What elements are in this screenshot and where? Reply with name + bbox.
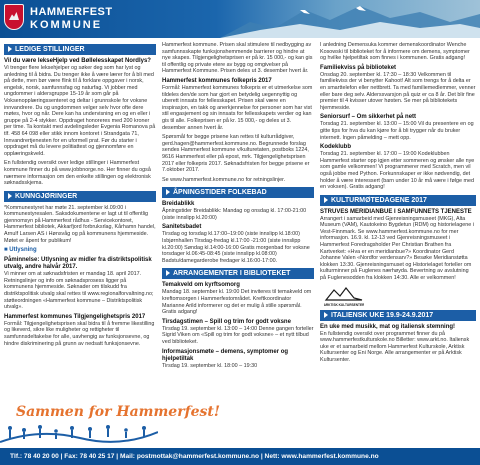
sanitetsbadet-text: Tirsdag og torsdag kl.17:00–19:00 (siste innslipp kl.18:00) Isbjørnhallen Tirsdag-fredag kl.17:00 -21:00 (siste innslipp kl.20:00) Søndag kl.14:00-16:00 Gratis morgenbad for voksne torsdager kl.06:45-08:45 (siste innslipp kl.08:00) Badstu/damegarderobe fredager kl.16:00-17:00.: [162, 231, 310, 264]
kunngjoring-text: *Kommunestyret har møte 21. september kl.09:00 i kommunestyresalen. Saksdokumentene er lagt ut til offentlig gjennomsyn på Hammerfest rådhus - Servicekontoret, Hammerfest bibliotek, Akkarfjord forbruksrlag, Kårhamn handel, Arnulf Larsen AS i Hønsvåg og på kommunens hjemmeside. Møtet er åpent for publikum!: [4, 204, 156, 244]
arrow-icon: [324, 312, 328, 318]
section-italiensk-uke: ITALIENSK UKE 19.9-24.9.2017: [320, 310, 476, 321]
breidablikk-text: Åpningstider Breidablikk: Mandag og onsdag kl. 17:00-21:00 (siste innslipp kl.20:00): [162, 208, 307, 221]
kodeklubb-heading: Kodeklubb: [320, 144, 351, 151]
tirsdagstimen-heading: Tirsdagstimen – Spill og trim for godt voksne: [162, 318, 291, 325]
informasjonsmote-text: Tirsdag 19. september kl. 18:00 – 19:30: [162, 362, 258, 369]
column-right: [320, 42, 476, 364]
tilgjengelighetspris-heading: Hammerfest kommunes Tilgjengelighetspris 2017: [4, 313, 146, 320]
tirsdagstimen-text: Tirsdag 19. september kl. 13:00 – 14:00 Denne gangen forteller Sigrid Viken om «Spill og trim for godt voksne» – et nytt tilbud ved biblioteket.: [162, 325, 314, 345]
italiensk-text: En fullstendig oversikt over programmet finner du på www.hammerfestkulturskole.no Billetter: www.arkt.no. Italiensk uke er et samarbeid mellom Hammerfest Kulturskole, Arktisk Kultursenter og Eni Norge. Alle arrangementer er på Arktisk Kultursenter.: [320, 330, 470, 363]
page-header: [0, 0, 480, 38]
arrow-icon: [324, 197, 328, 203]
column-middle: [162, 42, 314, 369]
paminnelse-text: Vi minner om at søknadsfristen er mandag 18. april 2017. Retningslinjer og info om søknadsprosess ligger på kommunens hjemmeside. Søknader om tilskudd fra distriktspolitisk utvalg skal rettes til www.regionalforvaltning.no; støtteordningen «Hammerfest kommune – Distriktspolitisk utvalg».: [4, 271, 154, 311]
familiekviss-heading: Familiekviss på biblioteket: [320, 64, 397, 71]
arrow-icon: [8, 193, 12, 199]
seniorsurf-text: Torsdag 21. september kl. 13:00 – 15:00 Vil du presentere en og gitte tips for hva du kan kjøre for å bli trygger når du bruker internett. Ingen påmelding – mett opp.: [320, 121, 474, 141]
column-left: [4, 42, 156, 347]
job-text: Vi trenger flere leksehjelper og søker deg som har lyst og anledning til å bidra. Du trenger ikke å være lærer for å bli med på dette, men bør være flink til å forklare oppgaver i norsk, engelsk, norsk, samfunnsfag og naturfag. Vi jobber med ungdommer i aldersgruppe 15-19 år som går på Voksenopplæringssenteret og deltar i grunnskole for voksne innvandrere. Du og ungdommen velger selv hvor ofte dere møtes, hvor og når. Dere kan ha undervisning en og en eller i gruppe på 2-4 stykker. Oppdraget honoreres med 200 kroner per time. Ta kontakt med avdelingsleder Evgenia Romanova på tlf. 458 64 098 eller stikk innom kontoret i Strandgata 71, Innvandrertjenesten for en uformell prat. Før du starter i oppdraget må du levere politiattest og gjennomføre en opplæringskveld.: [4, 65, 156, 157]
tilgjengelighetspris-continued: Hammerfest kommune. Prisen skal stimulere til nedbygging av samfunnsskapte funksjonshemmende barrierer og hindre at nye skapes. Tilgjengelighetsprisen er på kr. 15 000,- og kan gis til offentlig og private etere av bygg og omgivelser på Hammerfest Kommune. Prisen deles ut 3. desember hvert år.: [162, 42, 313, 75]
section-ledige-stillinger: LEDIGE STILLINGER: [4, 44, 156, 55]
section-kunngjoringer: KUNNGJØRINGER: [4, 191, 156, 202]
demens-intro: I anledning Demensuka kommer demenskoordinator Wenche Kosowski til biblioteket for å informere om demens, symptomer og hvilke hjelpetiltak som finnes i kommunen. Gratis adgang!: [320, 42, 470, 62]
sporsmal-text: Spørsmål for begge prisene kan rettes til kulturrådgiver, gerd.hagen@hammerfest.kommune.no. Begrunnede forslag sendes Hammerfest kommune v/kulturetaten, postboks 1224, 9616 Hammerfest eller på epost, mrk. Tilgjengelighetsprisen 2017 eller folkepris 2017. Søknadsfristen for begge prisene er 7.oktober 2017.: [162, 134, 310, 174]
arrow-icon: [166, 189, 170, 195]
breidablikk-heading: Breidablikk: [162, 201, 195, 208]
job-text-more: En fullstendig oversikt over ledige stillinger i Hammerfest kommune finner du på www.jobbnorge.no. Her finner du også nærmere informasjon om den enkelte stillingen og elektronisk søknadsskjema.: [4, 160, 151, 187]
arktisk-kultursenter-logo: [324, 286, 364, 308]
municipality-title: HAMMERFEST: [30, 6, 113, 18]
municipality-subtitle: KOMMUNE: [30, 19, 103, 31]
arrow-icon: [166, 270, 170, 276]
kodeklubb-text: Torsdag 21. september kl. 17:00 – 19:00 Kodeklubben Hammerfest starter opp igjen etter sommeren og ønsker alle nye som gamle velkommen! Vi programmerer med Scratch, men vil også jobbe med Python. Forkunnskaper er ikke nødvendig, det holder å være interessert (barn under 10 år må være i følge med en voksen). Gratis adgang!: [320, 151, 475, 191]
arrow-icon: [8, 46, 12, 52]
folkepris-heading: Hammerfest kommunes folkepris 2017: [162, 77, 272, 84]
slogan: Sammen for Hammerfest!: [16, 404, 221, 420]
section-kulturmotedagene: KULTURMØTEDAGENE 2017: [320, 195, 476, 206]
informasjonsmote-heading: Informasjonsmøte – demens, symptomer og hjelpetiltak: [162, 348, 289, 362]
tilgjengelighetspris-text: Formål: Tilgjengelighetsprisen skal bidra til å fremme likestilling og likeverd, sikre like muligheter og rettigheter til samfunnsdeltakelse for alle, uavhengig av funksjonsevne, og hindre diskriminering på grunn av nedsatt funksjonsevne.: [4, 320, 155, 347]
struves-text: Arrangert i samarbeid med Gjenreisningsmuseet (MKG), Alta Museum (VAM), Kautokeino Bygdetun (RDM) og historielagene i Vest-Finnmark. Se www.hammerfest.kommune.no for mer informasjon. 16.9. kl. 12-13 ved Gjenreisningsmuseet i Hammerfest Foredragsholder Per Christian Brathen fra Kartverket: «Hva er en meridianbue?» Koordinator Gerd Johanne Valen «Nordfor verdensarv?» Besøke Meridianstøtta klokken 13:30. Gjenreisningsmuset og Historielaget forteller om kulturminner på Fuglenes nærhøyda. Bevertning av avslutning på Fuglenesodden fra klokken 14:30. Alle er velkommen!: [320, 215, 474, 282]
contact-footer: Tlf.: 78 40 20 00 | Fax: 78 40 25 17 | Mail: postmottak@hammerfest.kommune.no | Nett: www.hammerfest.kommune.no: [0, 448, 480, 465]
temakveld-text: Mandag 18. september kl. 19:00 Det inviteres til temakveld om kreftomsorgen i Hammerfestområdet. Kreftkoordinator Marianne Arild informerer og det er mulig å stille spørsmål. Gratis adgang!: [162, 289, 312, 316]
temakveld-heading: Temakveld om kyrftsomorg: [162, 282, 240, 289]
coat-of-arms-icon: [4, 4, 24, 30]
job-heading: Vil du være lekseHjelp ved Bøllelesskapet Nordlys?: [4, 58, 151, 64]
italiensk-heading: En uke med musikk, mat og italiensk stemning!: [320, 323, 456, 330]
sanitetsbadet-heading: Sanitetsbadet: [162, 224, 202, 231]
folkepris-text: Formål: Hammerfest kommunes folkepris er et utmerkelse som tildeles den/de som har gjort en betydelig uegennyttig og uberett innsats for fellesskapet. Prisen skal være en inspirasjon, en takk og anerkjennelse for personer som har vist stil engasjement og sin innsats for fellesskapets verdier og kan gis til alle. Folkeprisen er på kr. 15 000,- og deles ut 3. desember annen hvert år.: [162, 84, 313, 131]
struves-heading: STRUVES MERIDIANBUE I SAMFUNNETS TJENESTE: [320, 208, 472, 215]
section-apningstider: ÅPNINGSTIDER FOLKEBAD: [162, 187, 314, 198]
paminnelse-heading: Påminnelse: Utlysning av midler fra distriktspolitisk utvalg, andre halvår 2017.: [4, 257, 152, 271]
section-arrangementer: ARRANGEMENTER I BIBLIOTEKET: [162, 268, 314, 279]
seniorsurf-heading: Seniorsurf – Om sikkerhet på nett: [320, 114, 417, 121]
mountain-landscape-icon: [220, 0, 480, 38]
utlysning-heading: ■ Utlysning: [4, 247, 37, 254]
retningslinjer-text: Se www.hammerfest.kommune.no for retningslinjer.: [162, 176, 286, 183]
familiekviss-text: Onsdag 20. september kl. 17:30 – 18:30 Velkommen til familiekviss der vi benytter Kahoot! Alt som trengs for å delta er en smarttelefon eller nettbrett. Ta med familiemedlemmer, venner eller bare deg selv. Alderssvarsjon på quiz er ca 8 år. Det blir fine premier til 4 kvisser utover høsten. Se mer på bibliotekets hjemmeside.: [320, 71, 476, 111]
svg-text:ARKTISK KULTURSENTER: ARKTISK KULTURSENTER: [324, 302, 364, 307]
